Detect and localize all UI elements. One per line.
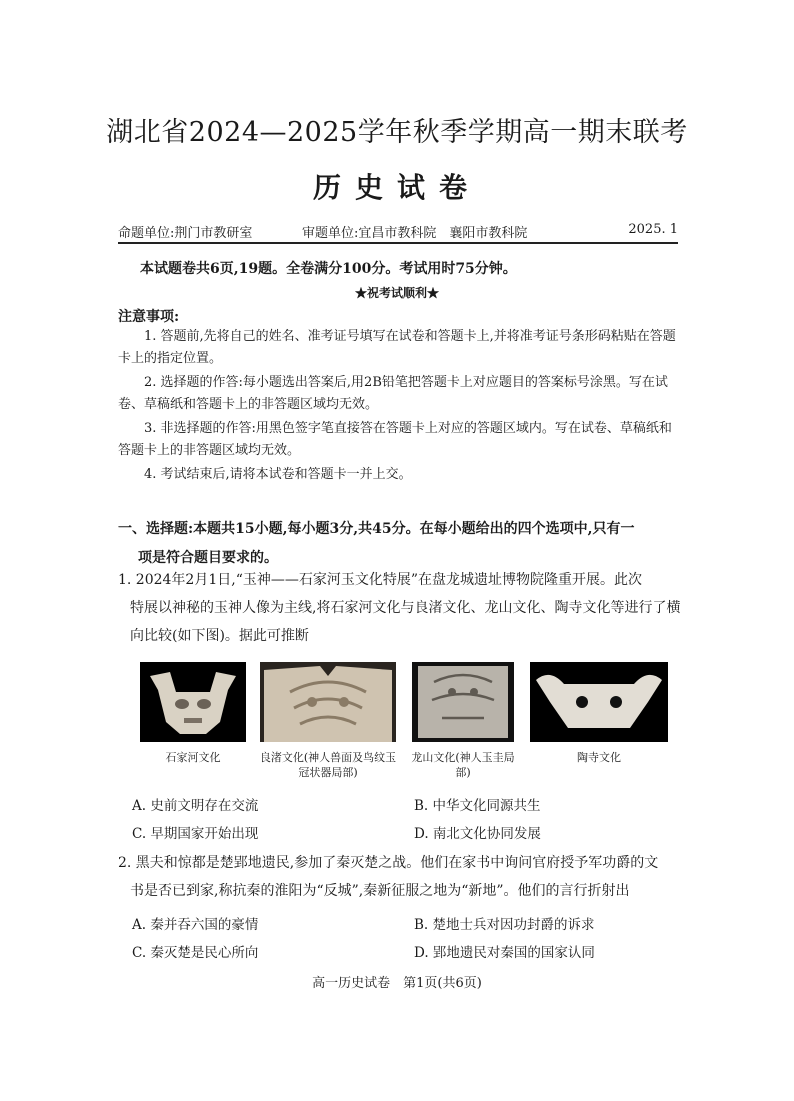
q1-option-b[interactable]: B. 中华文化同源共生 bbox=[414, 798, 541, 814]
question-1-stem bbox=[118, 566, 684, 650]
question-1-rest: 特展以神秘的玉神人像为主线,将石家河文化与良渚文化、龙山文化、陶寺文化等进行了横向比较(如下图)。据此可推断 bbox=[130, 600, 681, 644]
figure-caption: 良渚文化(神人兽面及鸟纹玉冠状器局部) bbox=[259, 751, 397, 779]
jade-gui-image bbox=[412, 662, 514, 742]
notice-item: 3. 非选择题的作答:用黑色签字笔直接答在答题卡上对应的答题区域内。写在试卷、草稿纸和答题卡上的非答题区域均无效。 bbox=[118, 421, 672, 458]
figure-caption: 陶寺文化 bbox=[577, 751, 621, 764]
figure-shijiahe bbox=[140, 662, 246, 742]
section-line: 一、选择题:本题共15小题,每小题3分,共45分。在每小题给出的四个选项中,只有一 bbox=[118, 521, 635, 537]
exam-info: 本试题卷共6页,19题。全卷满分100分。考试用时75分钟。 bbox=[140, 261, 517, 277]
figure-caption: 石家河文化 bbox=[165, 751, 221, 764]
subject-title: 历史试卷 bbox=[312, 171, 481, 204]
review-unit: 审题单位:宜昌市教科院 襄阳市教科院 bbox=[302, 226, 528, 241]
exam-date: 2025. 1 bbox=[628, 222, 678, 237]
question-2-rest: 书是否已到家,称抗秦的淮阳为“反城”,秦新征服之地为“新地”。他们的言行折射出 bbox=[130, 883, 630, 899]
figure-caption: 龙山文化(神人玉圭局部) bbox=[411, 751, 515, 779]
motto: ★祝考试顺利★ bbox=[354, 286, 439, 300]
q2-option-c[interactable]: C. 秦灭楚是民心所向 bbox=[132, 945, 259, 961]
q1-option-a[interactable]: A. 史前文明存在交流 bbox=[132, 798, 259, 814]
q2-option-d[interactable]: D. 郢地遗民对秦国的国家认同 bbox=[414, 945, 595, 961]
question-2-line1: 2. 黑夫和惊都是楚郢地遗民,参加了秦灭楚之战。他们在家书中询问官府授予军功爵的文 bbox=[118, 855, 659, 871]
q2-option-a[interactable]: A. 秦并吞六国的豪情 bbox=[132, 917, 259, 933]
jade-mask-image bbox=[530, 662, 668, 742]
q2-option-b[interactable]: B. 楚地士兵对因功封爵的诉求 bbox=[414, 917, 595, 933]
author-unit: 命题单位:荆门市教研室 bbox=[118, 226, 253, 241]
jade-mask-image bbox=[140, 662, 246, 742]
question-1-line1: 1. 2024年2月1日,“玉神——石家河玉文化特展”在盘龙城遗址博物院隆重开展。此次 bbox=[118, 572, 643, 588]
notice-item: 2. 选择题的作答:每小题选出答案后,用2B铅笔把答题卡上对应题目的答案标号涂黑。写在试卷、草稿纸和答题卡上的非答题区域均无效。 bbox=[118, 375, 668, 412]
notice-item: 1. 答题前,先将自己的姓名、准考证号填写在试卷和答题卡上,并将准考证号条形码粘贴在答题卡上的指定位置。 bbox=[118, 329, 676, 366]
page-footer: 高一历史试卷 第1页(共6页) bbox=[312, 976, 482, 991]
q1-option-c[interactable]: C. 早期国家开始出现 bbox=[132, 826, 259, 842]
notice-item: 4. 考试结束后,请将本试卷和答题卡一并上交。 bbox=[144, 467, 412, 482]
figure-liangzhu bbox=[260, 662, 396, 742]
figure-longshan bbox=[412, 662, 514, 742]
figure-taosi bbox=[530, 662, 668, 742]
credits-line bbox=[118, 222, 678, 244]
section-heading bbox=[118, 515, 684, 573]
notice-heading: 注意事项: bbox=[118, 309, 180, 325]
section-line: 项是符合题目要求的。 bbox=[138, 550, 278, 566]
exam-title: 湖北省2024—2025学年秋季学期高一期末联考 bbox=[106, 117, 688, 148]
q1-option-d[interactable]: D. 南北文化协同发展 bbox=[414, 826, 541, 842]
question-2-stem bbox=[118, 849, 684, 905]
jade-crown-image bbox=[260, 662, 396, 742]
